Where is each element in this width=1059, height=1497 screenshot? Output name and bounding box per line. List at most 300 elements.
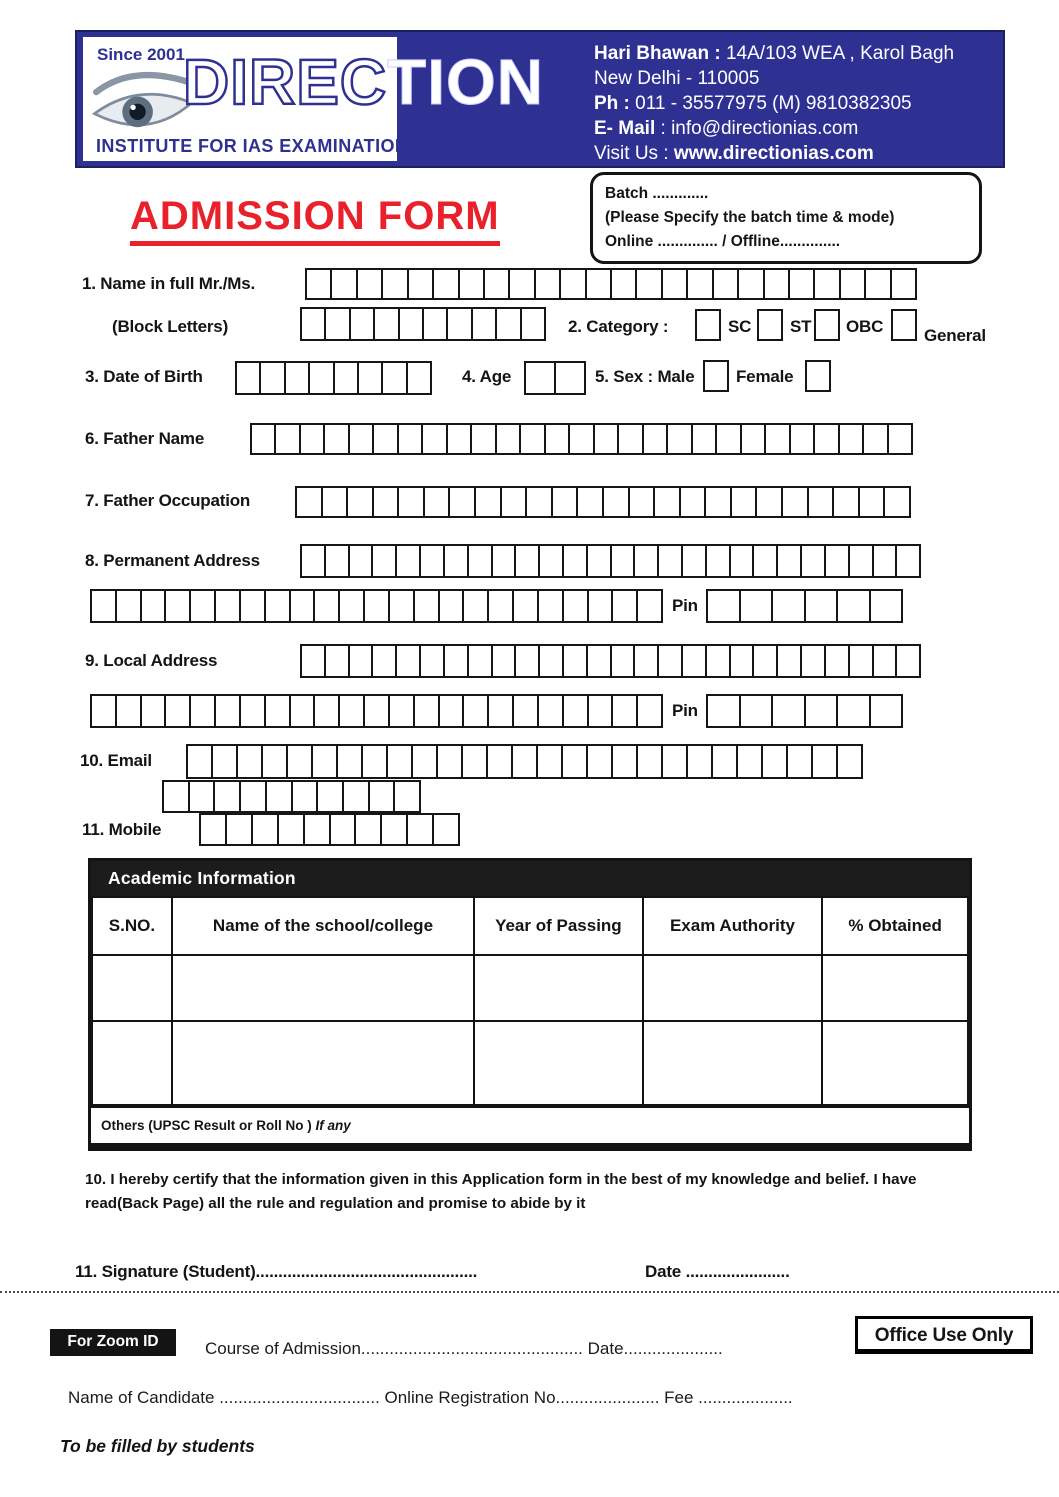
char-cell [142, 696, 167, 726]
char-cell [612, 646, 636, 676]
char-cell [516, 646, 540, 676]
tear-off-divider [0, 1291, 1059, 1293]
char-cell [215, 782, 241, 811]
char-cell [892, 270, 915, 298]
char-cell [373, 546, 397, 576]
char-cell [348, 488, 374, 516]
char-cell [563, 746, 588, 777]
char-cell [370, 782, 396, 811]
char-cell [335, 363, 359, 393]
char-cell [731, 646, 755, 676]
char-cell [493, 646, 517, 676]
sex-male-checkbox[interactable] [703, 360, 729, 392]
academic-cell[interactable] [643, 1021, 823, 1105]
local-address-char-boxes-2[interactable] [90, 694, 663, 728]
char-cell [874, 546, 898, 576]
char-cell [307, 270, 332, 298]
col-authority: Exam Authority [643, 897, 823, 955]
char-cell [473, 309, 497, 339]
brand-logo [183, 46, 544, 118]
char-cell [773, 696, 806, 726]
char-cell [564, 591, 589, 621]
contact-email: E- Mail : info@directionias.com [594, 118, 859, 139]
academic-cell[interactable] [92, 955, 172, 1021]
contact-info [594, 41, 999, 166]
char-cell [485, 270, 510, 298]
academic-cell[interactable] [474, 955, 643, 1021]
academic-section-title: Academic Information [91, 861, 969, 896]
char-cell [570, 425, 594, 453]
char-cell [434, 270, 459, 298]
char-cell [717, 425, 741, 453]
char-cell [216, 696, 241, 726]
char-cell [864, 425, 888, 453]
academic-cell[interactable] [822, 1021, 968, 1105]
char-cell [874, 646, 898, 676]
char-cell [117, 591, 142, 621]
char-cell [802, 646, 826, 676]
char-cell [313, 746, 338, 777]
batch-box[interactable] [590, 172, 982, 264]
char-cell [297, 488, 323, 516]
page-title: ADMISSION FORM [130, 194, 500, 246]
char-cell [742, 425, 766, 453]
char-cell [564, 696, 589, 726]
char-cell [502, 488, 528, 516]
signature-date-label[interactable]: Date ....................... [645, 1262, 790, 1281]
char-cell [489, 696, 514, 726]
char-cell [288, 746, 313, 777]
char-cell [340, 591, 365, 621]
char-cell [464, 591, 489, 621]
char-cell [604, 488, 630, 516]
char-cell [448, 425, 472, 453]
email-label: 10. Email [80, 751, 152, 770]
char-cell [166, 696, 191, 726]
char-cell [871, 696, 902, 726]
father-name-char-boxes[interactable] [250, 423, 913, 455]
char-cell [578, 488, 604, 516]
char-cell [683, 546, 707, 576]
char-cell [838, 591, 871, 621]
academic-cell[interactable] [172, 1021, 474, 1105]
char-cell [302, 646, 326, 676]
char-cell [841, 270, 866, 298]
char-cell [826, 546, 850, 576]
char-cell [773, 591, 806, 621]
permanent-address-char-boxes[interactable] [300, 544, 921, 578]
char-cell [589, 696, 614, 726]
char-cell [635, 546, 659, 576]
char-cell [434, 815, 458, 844]
char-cell [438, 746, 463, 777]
char-cell [540, 546, 564, 576]
age-label: 4. Age [462, 367, 512, 386]
char-cell [638, 591, 661, 621]
header-banner [75, 30, 1005, 168]
name-char-boxes[interactable] [305, 268, 917, 300]
char-cell [860, 488, 886, 516]
char-cell [469, 646, 493, 676]
permanent-pin-char-boxes[interactable] [706, 589, 903, 623]
char-cell [521, 425, 545, 453]
char-cell [227, 815, 253, 844]
char-cell [809, 488, 835, 516]
char-cell [638, 746, 663, 777]
char-cell [421, 646, 445, 676]
char-cell [866, 270, 891, 298]
char-cell [638, 696, 661, 726]
char-cell [788, 746, 813, 777]
char-cell [546, 425, 570, 453]
contact-website: Visit Us : www.directionias.com [594, 143, 874, 164]
local-address-char-boxes[interactable] [300, 644, 921, 678]
char-cell [350, 646, 374, 676]
char-cell [539, 591, 564, 621]
char-cell [373, 646, 397, 676]
char-cell [714, 270, 739, 298]
char-cell [708, 591, 741, 621]
category-sc-label: SC [728, 317, 752, 336]
char-cell [305, 815, 331, 844]
char-cell [383, 363, 407, 393]
char-cell [302, 309, 326, 339]
for-zoom-id-badge: For Zoom ID [50, 1329, 176, 1356]
char-cell [510, 270, 535, 298]
email-char-boxes[interactable] [186, 744, 863, 779]
char-cell [561, 270, 586, 298]
father-name-label: 6. Father Name [85, 429, 205, 448]
char-cell [612, 270, 637, 298]
char-cell [630, 488, 656, 516]
contact-address-line2: New Delhi - 110005 [594, 68, 760, 89]
char-cell [659, 646, 683, 676]
academic-cell[interactable] [172, 955, 474, 1021]
char-cell [553, 488, 579, 516]
col-sno: S.NO. [92, 897, 172, 955]
char-cell [408, 363, 430, 393]
char-cell [497, 309, 521, 339]
char-cell [840, 425, 864, 453]
char-cell [238, 746, 263, 777]
char-cell [713, 746, 738, 777]
char-cell [493, 546, 517, 576]
char-cell [374, 425, 398, 453]
char-cell [323, 488, 349, 516]
char-cell [326, 309, 350, 339]
char-cell [252, 425, 276, 453]
char-cell [164, 782, 190, 811]
academic-information-section [88, 858, 972, 1151]
char-cell [213, 746, 238, 777]
category-sc-checkbox[interactable] [695, 309, 721, 341]
char-cell [663, 746, 688, 777]
char-cell [589, 591, 614, 621]
category-label: 2. Category : [568, 317, 669, 336]
char-cell [815, 425, 839, 453]
char-cell [291, 591, 316, 621]
char-cell [332, 270, 357, 298]
char-cell [885, 488, 909, 516]
category-general-label: General [924, 326, 986, 345]
char-cell [388, 746, 413, 777]
char-cell [476, 488, 502, 516]
char-cell [460, 270, 485, 298]
academic-cell[interactable] [92, 1021, 172, 1105]
char-cell [815, 270, 840, 298]
candidate-registration-line[interactable]: Name of Candidate .................................. Online Registration No...................... Fee .................... [68, 1388, 793, 1407]
char-cell [201, 815, 227, 844]
char-cell [363, 746, 388, 777]
char-cell [424, 309, 448, 339]
char-cell [897, 646, 919, 676]
char-cell [301, 425, 325, 453]
char-cell [344, 782, 370, 811]
char-cell [539, 696, 564, 726]
char-cell [445, 646, 469, 676]
eye-logo-icon [89, 61, 197, 143]
dob-label: 3. Date of Birth [85, 367, 203, 386]
academic-cell[interactable] [822, 955, 968, 1021]
char-cell [741, 696, 774, 726]
father-occupation-label: 7. Father Occupation [85, 491, 251, 510]
char-cell [397, 546, 421, 576]
institute-subtitle: INSTITUTE FOR IAS EXAMINATION [96, 136, 409, 156]
char-cell [612, 546, 636, 576]
char-cell [757, 488, 783, 516]
if-any-label: If any [315, 1118, 351, 1133]
char-cell [365, 591, 390, 621]
char-cell [166, 591, 191, 621]
char-cell [338, 746, 363, 777]
office-use-only-box: Office Use Only [855, 1316, 1033, 1354]
char-cell [850, 546, 874, 576]
char-cell [117, 696, 142, 726]
char-cell [707, 646, 731, 676]
char-cell [408, 815, 434, 844]
permanent-pin-label: Pin [672, 596, 698, 615]
char-cell [395, 782, 419, 811]
char-cell [564, 546, 588, 576]
char-cell [315, 591, 340, 621]
char-cell [663, 270, 688, 298]
local-address-label: 9. Local Address [85, 651, 218, 670]
char-cell [783, 488, 809, 516]
female-label: Female [736, 367, 794, 386]
char-cell [237, 363, 261, 393]
char-cell [415, 696, 440, 726]
brand-text-right: TION [387, 46, 544, 118]
char-cell [291, 696, 316, 726]
since-label: Since 2001 [97, 45, 185, 64]
char-cell [425, 488, 451, 516]
category-obc-checkbox[interactable] [814, 309, 840, 341]
char-cell [514, 696, 539, 726]
char-cell [588, 746, 613, 777]
char-cell [897, 546, 919, 576]
char-cell [356, 815, 382, 844]
char-cell [266, 591, 291, 621]
category-obc-label: OBC [846, 317, 884, 336]
char-cell [263, 746, 288, 777]
char-cell [741, 591, 774, 621]
char-cell [889, 425, 911, 453]
char-cell [350, 425, 374, 453]
contact-address-line1: Hari Bhawan : 14A/103 WEA , Karol Bagh [594, 43, 955, 64]
char-cell [374, 488, 400, 516]
category-st-checkbox[interactable] [757, 309, 783, 341]
char-cell [350, 546, 374, 576]
char-cell [765, 270, 790, 298]
char-cell [613, 591, 638, 621]
academic-cell[interactable] [474, 1021, 643, 1105]
char-cell [464, 696, 489, 726]
name-char-boxes-2[interactable] [300, 307, 546, 341]
course-of-admission-line[interactable]: Course of Admission............................................... Date..................... [205, 1339, 723, 1358]
char-cell [731, 546, 755, 576]
char-cell [413, 746, 438, 777]
char-cell [644, 425, 668, 453]
char-cell [834, 488, 860, 516]
char-cell [302, 546, 326, 576]
char-cell [619, 425, 643, 453]
char-cell [806, 591, 839, 621]
char-cell [838, 696, 871, 726]
char-cell [142, 591, 167, 621]
char-cell [564, 646, 588, 676]
char-cell [315, 696, 340, 726]
sex-label: 5. Sex : Male [595, 367, 695, 386]
local-pin-char-boxes[interactable] [706, 694, 903, 728]
char-cell [536, 270, 561, 298]
char-cell [489, 591, 514, 621]
dob-char-boxes[interactable] [235, 361, 432, 395]
permanent-address-label: 8. Permanent Address [85, 551, 260, 570]
char-cell [390, 696, 415, 726]
char-cell [813, 746, 838, 777]
char-cell [514, 591, 539, 621]
char-cell [390, 591, 415, 621]
col-percent: % Obtained [822, 897, 968, 955]
char-cell [400, 309, 424, 339]
char-cell [286, 363, 310, 393]
signature-label[interactable]: 11. Signature (Student)................................................. [75, 1262, 478, 1281]
char-cell [399, 488, 425, 516]
sex-female-checkbox[interactable] [805, 360, 831, 392]
local-pin-label: Pin [672, 701, 698, 720]
char-cell [754, 546, 778, 576]
age-char-boxes[interactable] [524, 361, 586, 395]
char-cell [421, 546, 445, 576]
char-cell [472, 425, 496, 453]
char-cell [635, 646, 659, 676]
char-cell [241, 591, 266, 621]
col-year: Year of Passing [474, 897, 643, 955]
char-cell [732, 488, 758, 516]
char-cell [513, 746, 538, 777]
char-cell [522, 309, 544, 339]
academic-table [91, 896, 969, 1106]
char-cell [497, 425, 521, 453]
char-cell [538, 746, 563, 777]
char-cell [440, 591, 465, 621]
char-cell [445, 546, 469, 576]
char-cell [791, 425, 815, 453]
char-cell [450, 488, 476, 516]
filled-by-students-note: To be filled by students [60, 1436, 255, 1456]
char-cell [613, 746, 638, 777]
batch-mode-line: Online .............. / Offline.............. [605, 233, 841, 250]
char-cell [397, 646, 421, 676]
char-cell [826, 646, 850, 676]
academic-empty-row [92, 955, 968, 1021]
char-cell [325, 425, 349, 453]
char-cell [588, 646, 612, 676]
char-cell [516, 546, 540, 576]
char-cell [191, 696, 216, 726]
char-cell [706, 488, 732, 516]
char-cell [279, 815, 305, 844]
char-cell [778, 646, 802, 676]
batch-hint: (Please Specify the batch time & mode) [605, 209, 895, 226]
char-cell [766, 425, 790, 453]
char-cell [326, 546, 350, 576]
mobile-label: 11. Mobile [82, 820, 162, 839]
char-cell [693, 425, 717, 453]
category-general-checkbox[interactable] [891, 309, 917, 341]
char-cell [375, 309, 399, 339]
char-cell [359, 363, 383, 393]
mobile-char-boxes[interactable] [199, 813, 460, 846]
academic-cell[interactable] [643, 955, 823, 1021]
declaration-text: 10. I hereby certify that the information given in this Application form in the best of my knowledge and belief. I have read(Back Page) all the rule and regulation and promise to abide by it [85, 1171, 917, 1212]
char-cell [415, 591, 440, 621]
char-cell [340, 696, 365, 726]
email-char-boxes-2[interactable] [162, 780, 421, 813]
name-label: 1. Name in full Mr./Ms. [82, 274, 255, 293]
char-cell [190, 782, 216, 811]
block-letters-label: (Block Letters) [112, 317, 229, 336]
char-cell [469, 546, 493, 576]
char-cell [261, 363, 285, 393]
permanent-address-char-boxes-2[interactable] [90, 589, 663, 623]
others-upsc-row[interactable]: Others (UPSC Result or Roll No ) If any [91, 1106, 969, 1143]
contact-phone: Ph : 011 - 35577975 (M) 9810382305 [594, 93, 912, 114]
char-cell [556, 363, 584, 393]
char-cell [253, 815, 279, 844]
char-cell [850, 646, 874, 676]
academic-empty-row [92, 1021, 968, 1105]
char-cell [595, 425, 619, 453]
char-cell [293, 782, 319, 811]
char-cell [241, 696, 266, 726]
father-occupation-char-boxes[interactable] [295, 486, 911, 518]
char-cell [688, 270, 713, 298]
char-cell [754, 646, 778, 676]
category-st-label: ST [790, 317, 812, 336]
char-cell [92, 591, 117, 621]
char-cell [326, 646, 350, 676]
char-cell [383, 270, 408, 298]
char-cell [310, 363, 334, 393]
char-cell [659, 546, 683, 576]
char-cell [683, 646, 707, 676]
char-cell [588, 546, 612, 576]
char-cell [365, 696, 390, 726]
char-cell [655, 488, 681, 516]
char-cell [188, 746, 213, 777]
char-cell [382, 815, 408, 844]
